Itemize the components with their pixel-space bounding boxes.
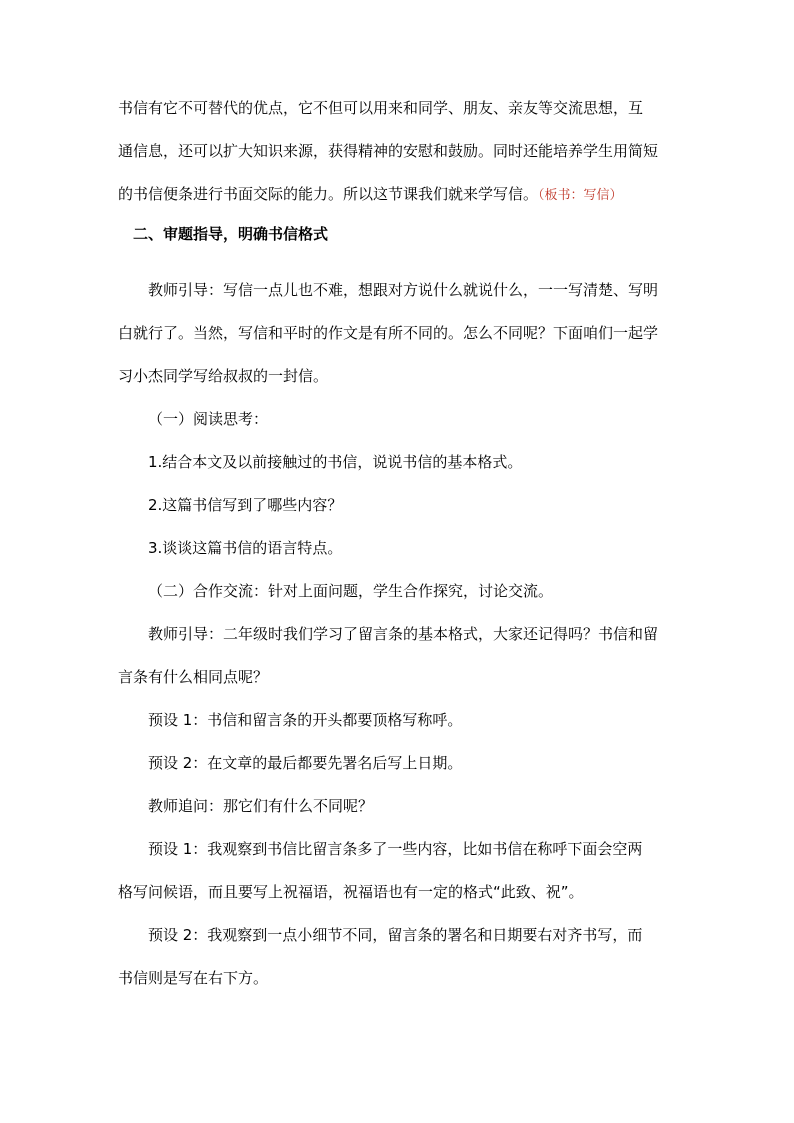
preset-b1-line-1: [0, 839, 794, 859]
preset-b1-text-2: 格写问候语，而且要写上祝福语，祝福语也有一定的格式“此致、祝”。: [118, 883, 584, 901]
teacher-intro-line-2: [0, 323, 794, 343]
preset-b2-text-2: 书信则是写在右下方。: [118, 969, 269, 987]
intro-text-3: 的书信便条进行书面交际的能力。所以这节课我们就来学写信。: [118, 185, 539, 203]
teacher-followup: [0, 796, 794, 816]
intro-line-2: [0, 141, 794, 161]
preset-a2-text: 预设 2：在文章的最后都要先署名后写上日期。: [148, 754, 463, 772]
board-note: （板书：写信）: [538, 188, 623, 203]
teacher-followup-text: 教师追问：那它们有什么不同呢？: [148, 797, 374, 815]
part2-title: [0, 581, 794, 601]
teacher-intro-text-2: 白就行了。当然，写信和平时的作文是有所不同的。怎么不同呢？下面咱们一起学: [118, 324, 659, 342]
preset-b2-line-2: [0, 968, 794, 988]
teacher-guide2-line-2: [0, 667, 794, 687]
teacher-guide2-line-1: [0, 624, 794, 644]
teacher-intro-line-1: [0, 280, 794, 300]
preset-b2-line-1: [0, 925, 794, 945]
question-2-text: 2.这篇书信写到了哪些内容？: [148, 496, 343, 514]
section-heading: [0, 224, 794, 244]
question-3: [0, 538, 794, 558]
section-heading-text: 二、审题指导，明确书信格式: [133, 225, 329, 243]
question-3-text: 3.谈谈这篇书信的语言特点。: [148, 539, 343, 557]
teacher-guide2-text-1: 教师引导：二年级时我们学习了留言条的基本格式，大家还记得吗？书信和留: [148, 625, 659, 643]
intro-text-1: 书信有它不可替代的优点，它不但可以用来和同学、朋友、亲友等交流思想，互: [118, 99, 644, 117]
preset-a2: [0, 753, 794, 773]
teacher-intro-text-3: 习小杰同学写给叔叔的一封信。: [118, 367, 329, 385]
preset-a1: [0, 710, 794, 730]
teacher-intro-text-1: 教师引导：写信一点儿也不难，想跟对方说什么就说什么，一一写清楚、写明: [148, 281, 659, 299]
intro-line-1: [0, 98, 794, 118]
part1-title-text: （一）阅读思考：: [148, 410, 269, 428]
intro-text-2: 通信息，还可以扩大知识来源，获得精神的安慰和鼓励。同时还能培养学生用简短: [118, 142, 659, 160]
intro-line-3: [0, 184, 794, 206]
preset-b2-text-1: 预设 2：我观察到一点小细节不同，留言条的署名和日期要右对齐书写，而: [148, 926, 643, 944]
part2-title-text: （二）合作交流：针对上面问题，学生合作探究，讨论交流。: [148, 582, 554, 600]
preset-a1-text: 预设 1：书信和留言条的开头都要顶格写称呼。: [148, 711, 463, 729]
teacher-guide2-text-2: 言条有什么相同点呢？: [118, 668, 269, 686]
preset-b1-text-1: 预设 1：我观察到书信比留言条多了一些内容，比如书信在称呼下面会空两: [148, 840, 643, 858]
question-1-text: 1.结合本文及以前接触过的书信，说说书信的基本格式。: [148, 453, 523, 471]
teacher-intro-line-3: [0, 366, 794, 386]
preset-b1-line-2: [0, 882, 794, 902]
question-1: [0, 452, 794, 472]
part1-title: [0, 409, 794, 429]
question-2: [0, 495, 794, 515]
